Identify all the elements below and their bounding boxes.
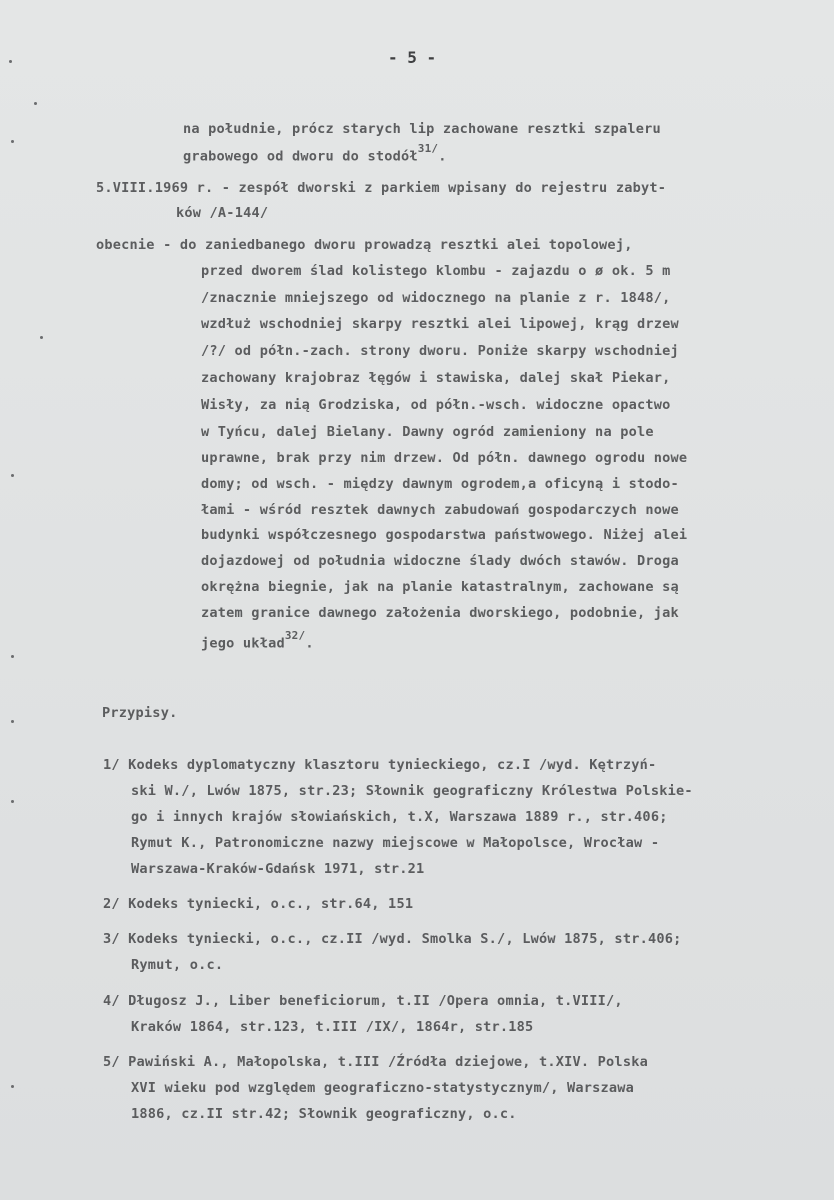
body-line-10: zachowany krajobraz łęgów i stawiska, dalej skał Piekar,	[201, 370, 671, 386]
body-line-4: ków /A-144/	[176, 205, 269, 221]
scan-speck	[34, 102, 37, 105]
footnote-5-line-2: XVI wieku pod względem geograficzno-statystycznym/, Warszawa	[131, 1080, 635, 1096]
footnote-4-line-2: Kraków 1864, str.123, t.III /IX/, 1864r, str.185	[131, 1019, 534, 1035]
footnote-1-line-3: go i innych krajów słowiańskich, t.X, Warszawa 1889 r., str.406;	[131, 809, 668, 825]
body-line-14: domy; od wsch. - między dawnym ogrodem,a oficyną i stodo-	[201, 476, 679, 492]
body-line-13: uprawne, brak przy nim drzew. Od półn. dawnego ogrodu nowe	[201, 450, 688, 466]
footnote-ref-32: 32/	[284, 629, 306, 642]
body-line-5: obecnie - do zaniedbanego dworu prowadzą resztki alei topolowej,	[96, 237, 633, 253]
body-line-1: na południe, prócz starych lip zachowane resztki szpaleru	[183, 121, 661, 137]
scan-speck	[11, 1085, 14, 1088]
page-number: - 5 -	[388, 48, 437, 67]
scan-speck	[11, 140, 14, 143]
footnotes-heading: Przypisy.	[102, 705, 178, 721]
body-line-15: łami - wśród resztek dawnych zabudowań gospodarczych nowe	[201, 502, 679, 518]
body-line-3: 5.VIII.1969 r. - zespół dworski z parkiem wpisany do rejestru zabyt-	[96, 180, 667, 196]
body-line-20: jego układ$^{32/}$.	[201, 629, 314, 652]
body-line-8: wzdłuż wschodniej skarpy resztki alei lipowej, krąg drzew	[201, 316, 679, 332]
body-line-18: okrężna biegnie, jak na planie katastralnym, zachowane są	[201, 579, 679, 595]
footnote-3-line-1: 3/ Kodeks tyniecki, o.c., cz.II /wyd. Smolka S./, Lwów 1875, str.406;	[103, 931, 682, 947]
footnote-3-line-2: Rymut, o.c.	[131, 957, 224, 973]
body-line-19: zatem granice dawnego założenia dworskiego, podobnie, jak	[201, 605, 679, 621]
body-line-9: /?/ od półn.-zach. strony dworu. Poniże skarpy wschodniej	[201, 343, 679, 359]
scan-speck	[40, 336, 43, 339]
footnote-1-line-4: Rymut K., Patronomiczne nazwy miejscowe w Małopolsce, Wrocław -	[131, 835, 660, 851]
body-line-11: Wisły, za nią Grodziska, od półn.-wsch. widoczne opactwo	[201, 397, 671, 413]
scan-speck	[9, 60, 12, 63]
scan-speck	[11, 474, 14, 477]
body-line-16: budynki współczesnego gospodarstwa państwowego. Niżej alei	[201, 527, 688, 543]
body-line-7: /znacznie mniejszego od widocznego na planie z r. 1848/,	[201, 290, 671, 306]
body-line-12: w Tyńcu, dalej Bielany. Dawny ogród zamieniony na pole	[201, 424, 654, 440]
body-line-6: przed dworem ślad kolistego klombu - zajazdu o ø ok. 5 m	[201, 263, 671, 279]
scan-speck	[11, 720, 14, 723]
body-line-2: grabowego od dworu do stodół$^{31/}$.	[183, 142, 447, 165]
footnote-4-line-1: 4/ Długosz J., Liber beneficiorum, t.II /Opera omnia, t.VIII/,	[103, 993, 623, 1009]
body-line-17: dojazdowej od południa widoczne ślady dwóch stawów. Droga	[201, 553, 679, 569]
footnote-2: 2/ Kodeks tyniecki, o.c., str.64, 151	[103, 896, 414, 912]
footnote-ref-31: 31/	[417, 142, 439, 155]
footnote-5-line-3: 1886, cz.II str.42; Słownik geograficzny, o.c.	[131, 1106, 517, 1122]
scan-speck	[11, 800, 14, 803]
footnote-5-line-1: 5/ Pawiński A., Małopolska, t.III /Źródła dziejowe, t.XIV. Polska	[103, 1054, 648, 1070]
footnote-1-line-2: ski W./, Lwów 1875, str.23; Słownik geograficzny Królestwa Polskie-	[131, 783, 693, 799]
scan-speck	[11, 655, 14, 658]
footnote-1-line-1: 1/ Kodeks dyplomatyczny klasztoru tynieckiego, cz.I /wyd. Kętrzyń-	[103, 757, 657, 773]
footnote-1-line-5: Warszawa-Kraków-Gdańsk 1971, str.21	[131, 861, 425, 877]
